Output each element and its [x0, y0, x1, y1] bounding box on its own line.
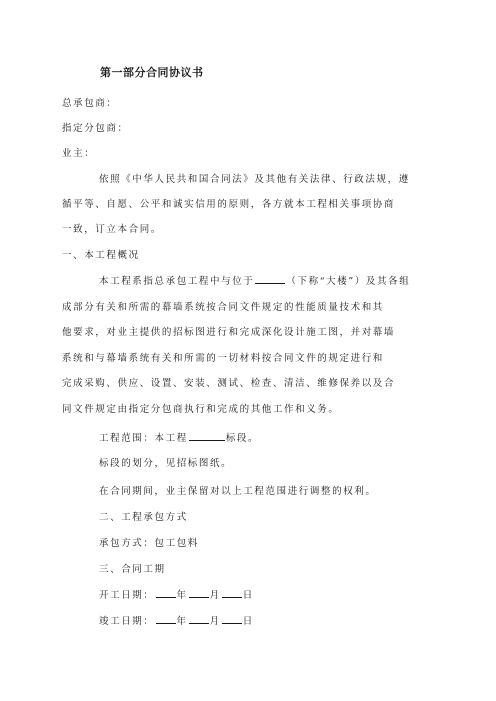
day-label: 日	[242, 590, 254, 601]
start-year-blank	[156, 588, 176, 598]
day-label: 日	[242, 616, 254, 627]
overview-line-1	[99, 273, 410, 287]
preamble-line-2: 循平等、自愿、公平和诚实信用的原则，各方就本工程相关事项协商	[62, 199, 396, 210]
preamble-line-1: 依照《中华人民共和国合同法》及其他有关法律、行政法规，遵	[99, 174, 410, 185]
scope-line	[99, 430, 259, 444]
start-date-label: 开工日期：	[99, 590, 155, 601]
location-blank	[255, 274, 285, 284]
scope-suffix: 标段。	[225, 433, 260, 444]
section-3-heading: 三、合同工期	[99, 564, 166, 575]
year-label: 年	[176, 590, 188, 601]
overview-line-1-end: （下称“大楼”）及其各组	[286, 276, 411, 287]
section-1-heading: 一、本工程概况	[62, 250, 140, 261]
end-day-blank	[222, 614, 242, 624]
start-day-blank	[222, 588, 242, 598]
owner-field: 业主：	[62, 148, 96, 159]
end-year-blank	[156, 614, 176, 624]
preamble-line-3: 一致，订立本合同。	[62, 224, 162, 235]
document-title: 第一部分合同协议书	[100, 66, 204, 79]
end-month-blank	[189, 614, 209, 624]
contractor-field: 总承包商：	[62, 98, 118, 109]
overview-line-2: 成部分有关和所需的幕墙系统按合同文件规定的性能质量技术和其	[62, 302, 384, 313]
scope-label: 工程范围：本工程	[99, 433, 188, 444]
month-label: 月	[209, 590, 221, 601]
start-month-blank	[189, 588, 209, 598]
contract-method: 承包方式：包工包料	[99, 538, 199, 549]
month-label: 月	[209, 616, 221, 627]
section-2-heading: 二、工程承包方式	[99, 512, 188, 523]
end-date-label: 竣工日期：	[99, 616, 155, 627]
overview-line-6: 同文件规定由指定分包商执行和完成的其他工作和义务。	[62, 404, 340, 415]
owner-right-line: 在合同期间，业主保留对以上工程范围进行调整的权利。	[99, 486, 377, 497]
section-number-blank	[189, 431, 225, 441]
division-line: 标段的划分，见招标图纸。	[99, 458, 233, 469]
overview-line-4: 系统和与幕墙系统有关和所需的一切材料按合同文件的规定进行和	[62, 353, 384, 364]
overview-line-5: 完成采购、供应、设置、安装、测试、检查、清洁、维修保养以及合	[62, 378, 396, 389]
overview-line-3: 他要求，对业主提供的招标图进行和完成深化设计施工图，并对幕墙	[62, 327, 396, 338]
overview-line-1-start: 本工程系指总承包工程中与位于	[99, 276, 255, 287]
start-date-line	[99, 587, 254, 601]
subcontractor-field: 指定分包商：	[62, 123, 129, 134]
end-date-line	[99, 613, 254, 627]
year-label: 年	[176, 616, 188, 627]
